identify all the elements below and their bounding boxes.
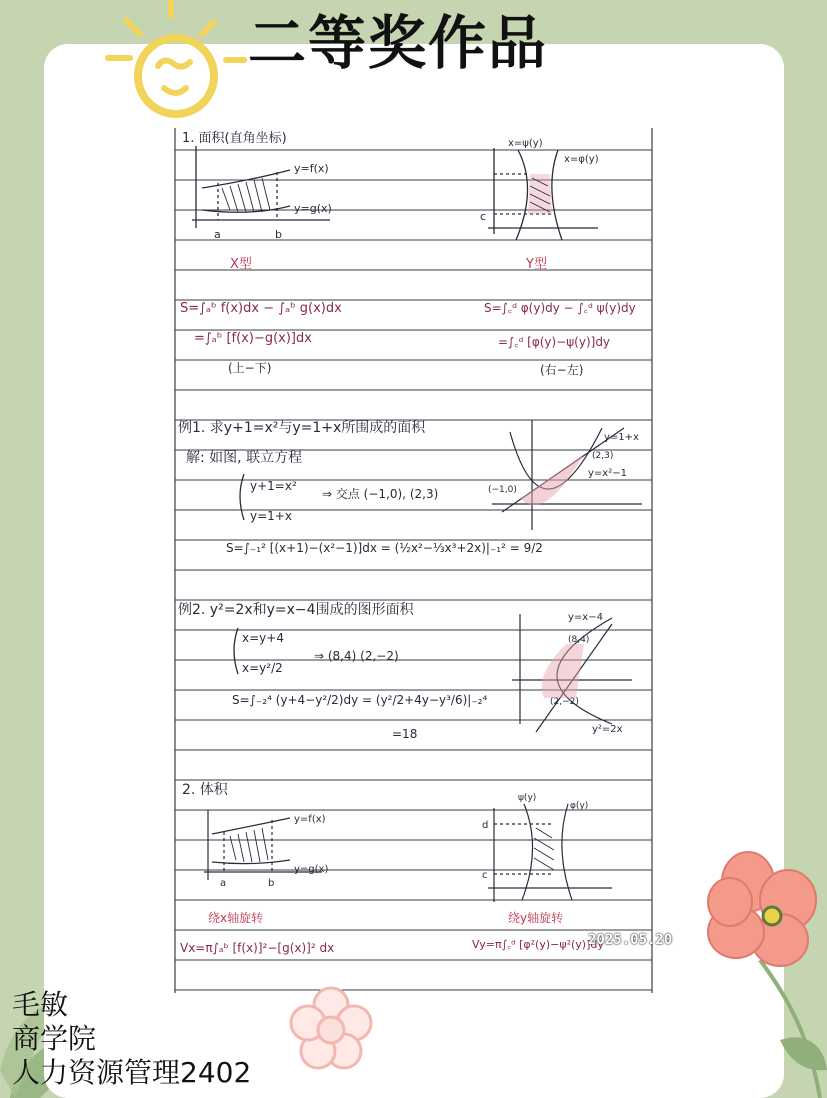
ex2-eq2: x=y²/2 <box>242 661 283 675</box>
graph4-d-label: d <box>482 820 489 831</box>
graph1-b-label: b <box>275 228 282 241</box>
ex2-integral: S=∫₋₂⁴ (y+4−y²/2)dy = (y²/2+4y−y³/6)|₋₂⁴ <box>232 693 488 707</box>
ex1-pt2-label: (2,3) <box>592 451 614 461</box>
ex2-title: 例2. y²=2x和y=x−4围成的图形面积 <box>178 602 414 618</box>
ex2-result: ⇒ (8,4) (2,−2) <box>314 649 399 663</box>
author-name: 毛敏 <box>12 988 69 1021</box>
section2-heading: 2. 体积 <box>182 782 228 798</box>
ex2-pt2-label: (2,−2) <box>550 697 579 707</box>
ex2-graph-line-label: y=x−4 <box>568 612 603 623</box>
vol-y-formula: Vy=π∫꜀ᵈ [φ²(y)−ψ²(y)]dy <box>472 938 604 951</box>
formula-x-line2: =∫ₐᵇ [f(x)−g(x)]dx <box>194 331 312 346</box>
handwritten-notes <box>172 128 656 993</box>
graph3-upper-label: y=f(x) <box>294 814 326 825</box>
author-class: 人力资源管理2402 <box>12 1056 252 1089</box>
graph4-right-label: φ(y) <box>570 801 589 811</box>
flower-decoration-icon <box>286 985 376 1075</box>
formula-y-line2: =∫꜀ᵈ [φ(y)−ψ(y)]dy <box>498 335 611 349</box>
ex1-graph-line-label: y=1+x <box>604 432 639 443</box>
graph1-a-label: a <box>214 228 221 241</box>
ex1-pt1-label: (−1,0) <box>488 485 517 495</box>
x-type-label: X型 <box>230 257 252 272</box>
ex1-graph-curve-label: y=x²−1 <box>588 468 627 479</box>
timestamp-stamp: 2025.05.20 <box>588 932 673 948</box>
graph1-lower-label: y=g(x) <box>294 202 332 215</box>
ex1-solution: 解: 如图, 联立方程 <box>186 450 303 466</box>
y-type-label: Y型 <box>526 257 547 272</box>
ex1-integral: S=∫₋₁² [(x+1)−(x²−1)]dx = (½x²−⅓x³+2x)|₋₁² = 9/2 <box>226 541 543 555</box>
ex2-graph <box>512 614 632 732</box>
formula-y-note: (右−左) <box>540 363 584 377</box>
section1-heading: 1. 面积(直角坐标) <box>182 131 287 146</box>
graph3-b-label: b <box>268 878 275 889</box>
graph1-upper-label: y=f(x) <box>294 162 329 175</box>
ex2-graph-curve-label: y²=2x <box>592 724 623 735</box>
pink-flower-decoration-icon <box>700 840 827 1098</box>
graph-volume-y <box>488 804 612 902</box>
formula-y-line1: S=∫꜀ᵈ φ(y)dy − ∫꜀ᵈ ψ(y)dy <box>484 301 636 315</box>
graph2-left-label: x=ψ(y) <box>508 138 543 149</box>
vol-x-formula: Vx=π∫ₐᵇ [f(x)]²−[g(x)]² dx <box>180 941 335 955</box>
graph3-a-label: a <box>220 878 227 889</box>
ex1-eq1: y+1=x² <box>250 479 297 493</box>
author-info <box>12 988 251 1090</box>
ex2-pt1-label: (8,4) <box>568 635 590 645</box>
notebook-page <box>172 128 656 993</box>
ex2-answer: =18 <box>392 727 418 741</box>
page-title: 二等奖作品 <box>248 9 549 77</box>
formula-x-note: (上−下) <box>228 361 272 375</box>
sun-logo-icon <box>96 0 256 130</box>
rot-y-label: 绕y轴旋转 <box>508 911 564 925</box>
graph3-lower-label: y=g(x) <box>294 864 329 875</box>
graph-x-type <box>192 146 330 228</box>
rot-x-label: 绕x轴旋转 <box>208 911 264 925</box>
formula-x-line1: S=∫ₐᵇ f(x)dx − ∫ₐᵇ g(x)dx <box>180 301 342 316</box>
ex1-result: ⇒ 交点 (−1,0), (2,3) <box>322 487 439 501</box>
graph4-c-label: c <box>482 870 488 881</box>
graph2-c-label: c <box>480 210 487 223</box>
ex2-eq1: x=y+4 <box>242 631 284 645</box>
graph2-right-label: x=φ(y) <box>564 154 599 165</box>
ex1-eq2: y=1+x <box>250 509 292 523</box>
ex1-title: 例1. 求y+1=x²与y=1+x所围成的面积 <box>178 420 426 436</box>
graph4-left-label: ψ(y) <box>518 793 537 803</box>
author-college: 商学院 <box>12 1022 97 1055</box>
